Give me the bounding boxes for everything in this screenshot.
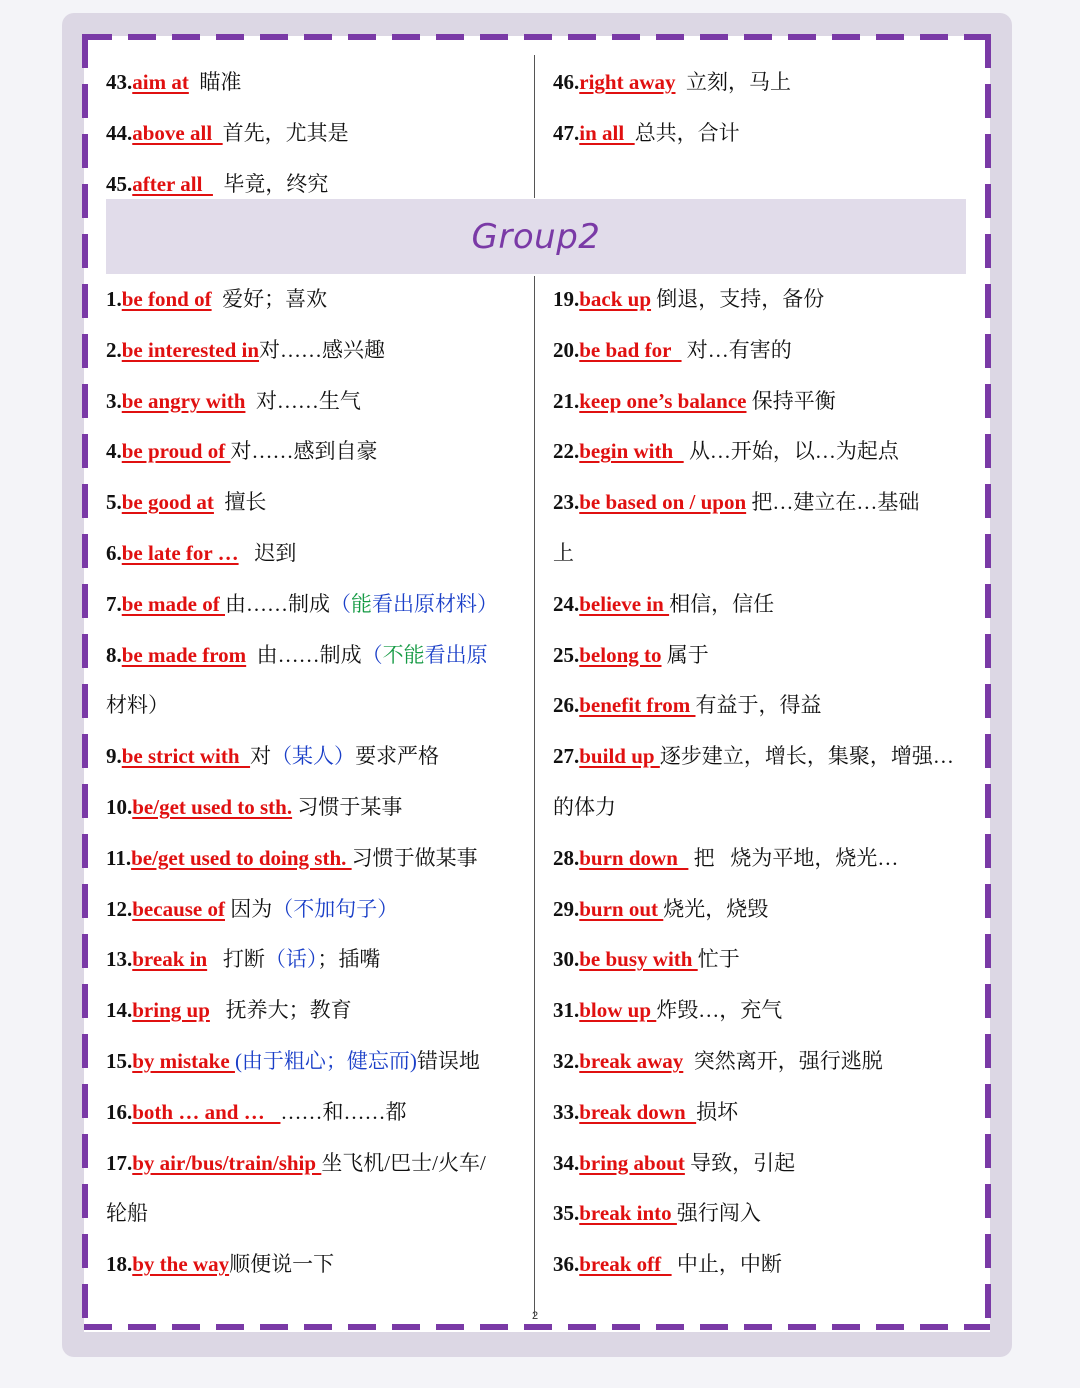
- phrase-item-26: 26.benefit from 有益于，得益: [553, 693, 822, 718]
- phrase-item-6: 6.be late for … 迟到: [106, 540, 297, 565]
- phrase-item-25: 25.belong to 属于: [553, 642, 709, 667]
- phrase-item: 47.in all 总共，合计: [553, 120, 740, 145]
- phrase-item-3: 3.be angry with 对……生气: [106, 388, 361, 413]
- dashed-border-left: [82, 34, 88, 1330]
- column-divider: [534, 276, 535, 1316]
- phrase-item-4: 4.be proud of 对……感到自豪: [106, 439, 378, 464]
- phrase-item-10: 10.be/get used to sth. 习惯于某事: [106, 794, 403, 819]
- group-title: Group2: [471, 216, 601, 257]
- phrase-item-11: 11.be/get used to doing sth. 习惯于做某事: [106, 845, 478, 870]
- group2-left-column: [106, 274, 526, 1290]
- group2-right-column: [553, 274, 971, 1290]
- phrase-item-22: 22.begin with 从…开始，以…为起点: [553, 439, 899, 464]
- phrase-item-29: 29.burn out 烧光，烧毁: [553, 896, 769, 921]
- phrase-item-18: 18.by the way顺便说一下: [106, 1252, 335, 1277]
- phrase-item-15: 15.by mistake (由于粗心；健忘而)错误地: [106, 1048, 480, 1073]
- phrase-item-24: 24.believe in 相信，信任: [553, 591, 775, 616]
- phrase-item-19: 19.back up 倒退，支持，备份: [553, 287, 825, 311]
- phrase-item-12: 12.because of 因为（不加句子）: [106, 896, 399, 921]
- group1-right-column: [553, 57, 971, 159]
- phrase-item-13: 13.break in 打断（话）；插嘴: [106, 947, 381, 972]
- phrase-item: 44.above all 首先，尤其是: [106, 120, 349, 145]
- phrase-item-7: 7.be made of 由……制成（能看出原材料）: [106, 591, 498, 616]
- phrase-item-31: 31.blow up 炸毁…，充气: [553, 998, 783, 1023]
- page-number: 2: [531, 1310, 539, 1322]
- phrase-item-35: 35.break into 强行闯入: [553, 1201, 761, 1226]
- phrase-item-8-continued: 材料）: [106, 693, 169, 718]
- phrase-item: 46.right away 立刻，马上: [553, 70, 791, 94]
- dashed-border-right: [985, 34, 991, 1330]
- phrase-item-16: 16.both … and … ……和……都: [106, 1099, 407, 1124]
- phrase-item-17-continued: 轮船: [106, 1201, 148, 1226]
- phrase-item-34: 34.bring about 导致，引起: [553, 1150, 796, 1175]
- phrase-item-9: 9.be strict with 对（某人）要求严格: [106, 744, 440, 769]
- phrase-item-14: 14.bring up 抚养大；教育: [106, 998, 352, 1023]
- phrase-item: 43.aim at 瞄准: [106, 70, 242, 94]
- phrase-item-33: 33.break down 损坏: [553, 1099, 739, 1124]
- phrase-item-30: 30.be busy with 忙于: [553, 947, 740, 972]
- phrase-item-27: 27.build up 逐步建立，增长，集聚，增强…: [553, 744, 954, 769]
- phrase-item-1: 1.be fond of 爱好；喜欢: [106, 287, 328, 311]
- phrase-item-23-continued: 上: [553, 540, 574, 565]
- phrase-item: 45.after all 毕竟，终究: [106, 171, 329, 196]
- phrase-item-36: 36.break off 中止，中断: [553, 1252, 782, 1277]
- group1-left-column: [106, 57, 526, 209]
- column-divider-top: [534, 55, 535, 198]
- phrase-item-5: 5.be good at 擅长: [106, 490, 267, 515]
- group-banner: [106, 199, 966, 274]
- dashed-border-top: [84, 34, 990, 40]
- phrase-item-2: 2.be interested in对……感兴趣: [106, 337, 386, 362]
- phrase-item-32: 32.break away 突然离开，强行逃脱: [553, 1048, 883, 1073]
- phrase-item-8: 8.be made from 由……制成（不能看出原: [106, 642, 488, 667]
- phrase-item-21: 21.keep one’s balance 保持平衡: [553, 388, 836, 413]
- phrase-item-17: 17.by air/bus/train/ship 坐飞机/巴士/火车/: [106, 1150, 486, 1175]
- phrase-item-20: 20.be bad for 对…有害的: [553, 337, 792, 362]
- phrase-item-27-continued: 的体力: [553, 794, 616, 819]
- phrase-item-28: 28.burn down 把 烧为平地，烧光…: [553, 845, 899, 870]
- dashed-border-bottom: [84, 1324, 990, 1330]
- phrase-item-23: 23.be based on / upon 把…建立在…基础: [553, 490, 920, 515]
